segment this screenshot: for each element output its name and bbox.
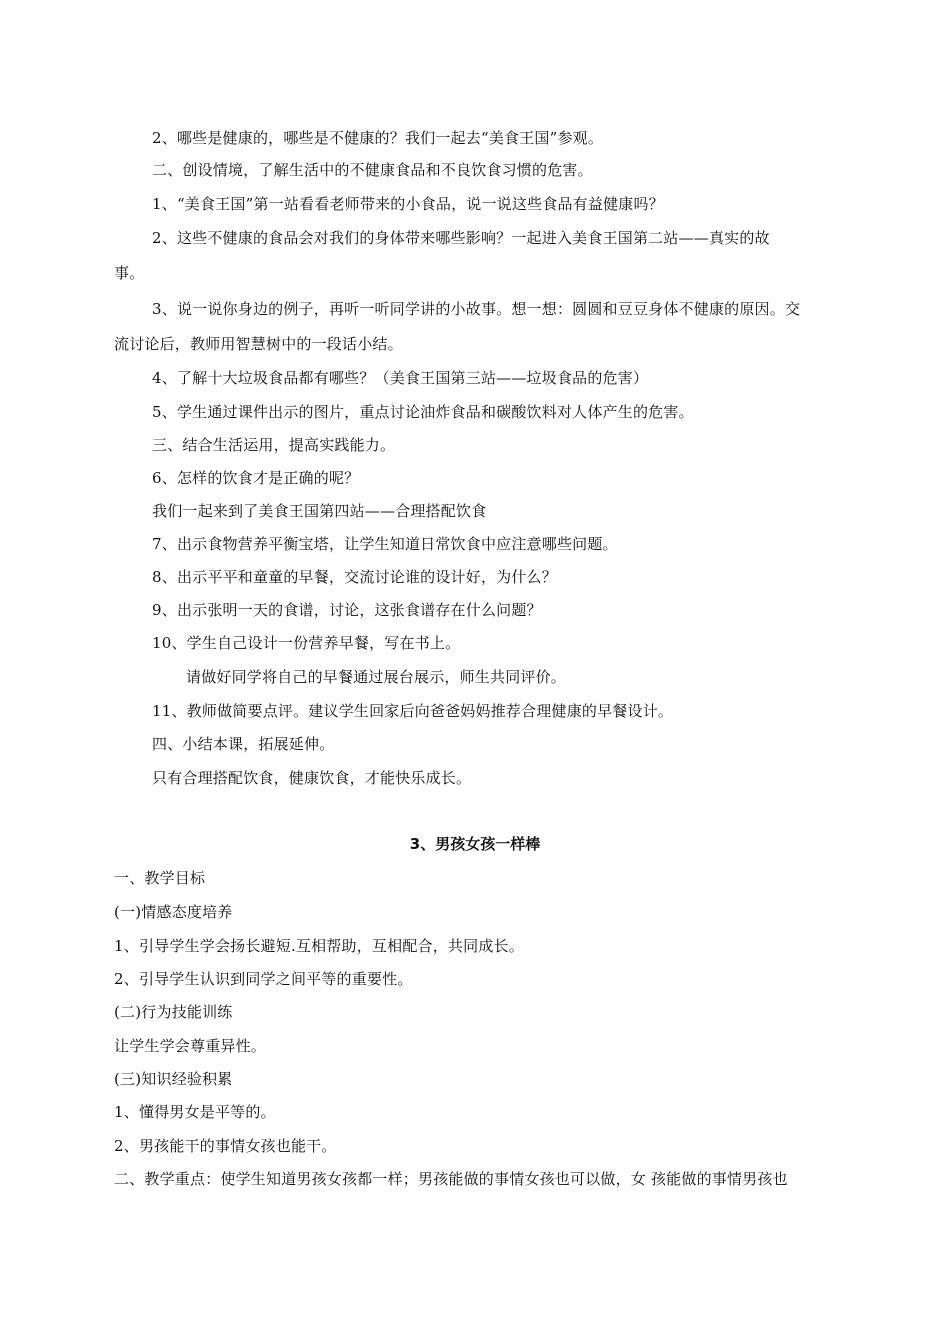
- paragraph-line: (三)知识经验积累: [114, 1070, 233, 1088]
- section-title: 3、男孩女孩一样棒: [409, 835, 541, 853]
- paragraph-line: 4、了解十大垃圾食品都有哪些？（美食王国第三站——垃圾食品的危害）: [152, 369, 649, 387]
- paragraph-line: 请做好同学将自己的早餐通过展台展示，师生共同评价。: [186, 668, 567, 686]
- paragraph-line: 5、学生通过课件出示的图片，重点讨论油炸食品和碳酸饮料对人体产生的危害。: [152, 403, 694, 421]
- paragraph-line: 三、结合生活运用，提高实践能力。: [152, 436, 396, 454]
- paragraph-line: 1、引导学生学会扬长避短.互相帮助，互相配合，共同成长。: [114, 937, 524, 955]
- paragraph-line: (一)情感态度培养: [114, 903, 233, 921]
- paragraph-line: 我们一起来到了美食王国第四站——合理搭配饮食: [152, 502, 487, 520]
- paragraph-line: 流讨论后，教师用智慧树中的一段话小结。: [114, 335, 403, 353]
- paragraph-line: 二、创设情境，了解生活中的不健康食品和不良饮食习惯的危害。: [152, 161, 593, 179]
- paragraph-line: 6、怎样的饮食才是正确的呢？: [152, 469, 360, 487]
- paragraph-line: 只有合理搭配饮食，健康饮食，才能快乐成长。: [152, 769, 472, 787]
- paragraph-line: 让学生学会尊重异性。: [114, 1037, 267, 1055]
- paragraph-line: 11、教师做简要点评。建议学生回家后向爸爸妈妈推荐合理健康的早餐设计。: [152, 702, 674, 720]
- paragraph-line: 二、教学重点：使学生知道男孩女孩都一样；男孩能做的事情女孩也可以做，女 孩能做的事情男孩也: [114, 1170, 788, 1188]
- paragraph-line: 9、出示张明一天的食谱，讨论，这张食谱存在什么问题？: [152, 601, 542, 619]
- paragraph-line: 1、“美食王国”第一站看看老师带来的小食品，说一说这些食品有益健康吗？: [152, 195, 664, 213]
- paragraph-line: 2、这些不健康的食品会对我们的身体带来哪些影响？一起进入美食王国第二站——真实的故: [152, 229, 770, 247]
- paragraph-line: 2、男孩能干的事情女孩也能干。: [114, 1137, 337, 1155]
- paragraph-line: 事。: [114, 264, 145, 282]
- paragraph-line: 10、学生自己设计一份营养早餐，写在书上。: [152, 634, 461, 652]
- paragraph-line: 一、教学目标: [114, 869, 206, 887]
- paragraph-line: 8、出示平平和童童的早餐，交流讨论谁的设计好，为什么？: [152, 568, 557, 586]
- paragraph-line: 2、哪些是健康的，哪些是不健康的？我们一起去“美食王国”参观。: [152, 129, 604, 147]
- paragraph-line: (二)行为技能训练: [114, 1003, 233, 1021]
- paragraph-line: 1、懂得男女是平等的。: [114, 1103, 276, 1121]
- paragraph-line: 四、小结本课，拓展延伸。: [152, 735, 335, 753]
- paragraph-line: 3、说一说你身边的例子，再听一听同学讲的小故事。想一想：圆圆和豆豆身体不健康的原因。交: [152, 300, 801, 318]
- paragraph-line: 2、引导学生认识到同学之间平等的重要性。: [114, 970, 413, 988]
- paragraph-line: 7、出示食物营养平衡宝塔，让学生知道日常饮食中应注意哪些问题。: [152, 535, 618, 553]
